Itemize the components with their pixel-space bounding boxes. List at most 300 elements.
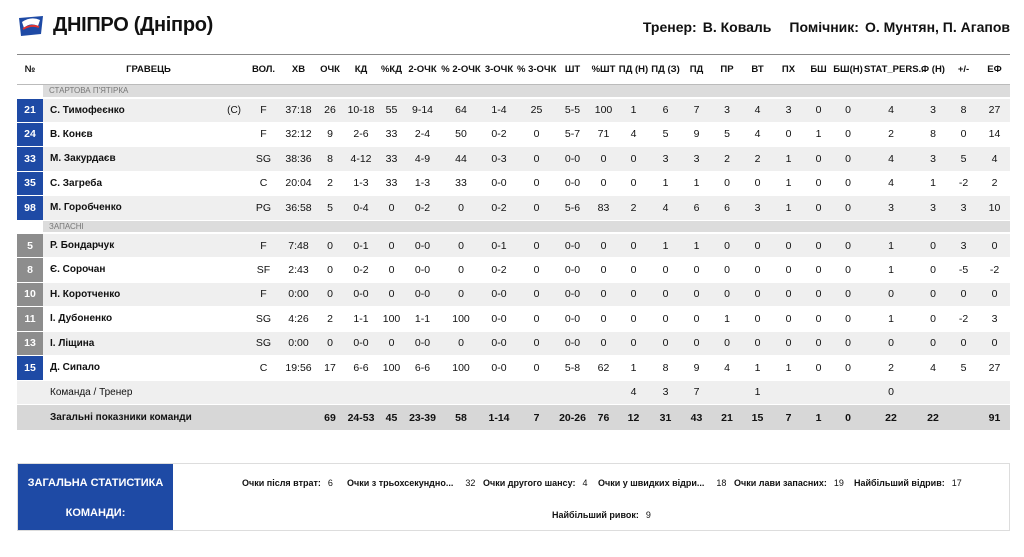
team-logo-icon bbox=[17, 14, 45, 38]
team-title: ДНІПРО (Дніпро) bbox=[53, 14, 214, 36]
stat-cell-ftp: 83 bbox=[589, 196, 618, 221]
total-cell-oreb: 12 bbox=[618, 405, 649, 431]
stat-cell-reb: 9 bbox=[682, 122, 711, 147]
section-divider bbox=[17, 220, 1010, 233]
stat-cell-ftp: 0 bbox=[589, 282, 618, 307]
player-row[interactable] bbox=[17, 307, 1010, 332]
stat-cell-fgp: 33 bbox=[379, 147, 404, 172]
stat-cell-ftp: 0 bbox=[589, 171, 618, 196]
player-name[interactable]: С. Тимофеєнко bbox=[50, 104, 125, 116]
stat-cell-fd: 8 bbox=[918, 122, 948, 147]
stat-cell-p2p: 50 bbox=[441, 122, 481, 147]
stat-cell-blk: 0 bbox=[805, 196, 832, 221]
stat-cell-eff: 0 bbox=[979, 331, 1010, 356]
stat-cell-dreb: 1 bbox=[649, 171, 682, 196]
stat-cell-p2: 0-0 bbox=[404, 258, 441, 283]
column-header[interactable]: % 2-ОЧК bbox=[441, 55, 481, 85]
stat-cell-eff: 0 bbox=[979, 233, 1010, 258]
stat-cell-fd: 0 bbox=[918, 307, 948, 332]
stat-cell-min: 19:56 bbox=[280, 356, 317, 381]
column-header[interactable]: БШ bbox=[805, 55, 832, 85]
stat-cell-p3: 0-2 bbox=[481, 258, 517, 283]
stat-cell-reb: 0 bbox=[682, 307, 711, 332]
column-header[interactable]: %КД bbox=[379, 55, 404, 85]
stat-cell-ast: 0 bbox=[711, 282, 743, 307]
summary-stat-biggest-run: Найбільший ривок: 9 bbox=[552, 510, 651, 520]
stat-cell-fd: 3 bbox=[918, 147, 948, 172]
total-cell-to: 15 bbox=[743, 405, 772, 431]
stat-cell-ft: 0-0 bbox=[556, 233, 589, 258]
summary-stat-second-chance: Очки другого шансу: 4 bbox=[483, 478, 588, 488]
stat-cell-eff bbox=[979, 380, 1010, 405]
stat-cell-pts: 5 bbox=[317, 196, 343, 221]
player-name-link[interactable] bbox=[43, 331, 247, 356]
stat-cell-blka: 0 bbox=[832, 282, 864, 307]
column-header[interactable]: +/- bbox=[948, 55, 979, 85]
stat-cell-ast bbox=[711, 380, 743, 405]
stat-cell-stl: 1 bbox=[772, 171, 805, 196]
stat-cell-p3p: 25 bbox=[517, 98, 556, 123]
player-row[interactable] bbox=[17, 233, 1010, 258]
table-header-row bbox=[17, 55, 1010, 85]
stat-cell-p3: 0-1 bbox=[481, 233, 517, 258]
stat-cell-p2: 1-3 bbox=[404, 171, 441, 196]
boxscore-table bbox=[17, 54, 1010, 431]
stat-cell-dreb: 6 bbox=[649, 98, 682, 123]
stat-cell-stl: 0 bbox=[772, 258, 805, 283]
column-header[interactable]: ПД bbox=[682, 55, 711, 85]
stat-cell-fgp: 0 bbox=[379, 258, 404, 283]
stat-cell-ast: 0 bbox=[711, 331, 743, 356]
stat-cell-dreb: 3 bbox=[649, 380, 682, 405]
stat-cell-ast: 0 bbox=[711, 171, 743, 196]
stat-cell-to: 0 bbox=[743, 307, 772, 332]
stat-cell-stl: 1 bbox=[772, 147, 805, 172]
player-name[interactable]: Є. Сорочан bbox=[50, 264, 106, 276]
stat-cell-ftp: 0 bbox=[589, 147, 618, 172]
stat-cell-stl: 0 bbox=[772, 233, 805, 258]
stat-cell-fgp: 0 bbox=[379, 282, 404, 307]
player-row[interactable] bbox=[17, 196, 1010, 221]
stat-cell-stl: 1 bbox=[772, 356, 805, 381]
stat-cell-oreb: 0 bbox=[618, 258, 649, 283]
stat-cell-to: 0 bbox=[743, 233, 772, 258]
section-label: СТАРТОВА П'ЯТІРКА bbox=[43, 85, 1010, 98]
stat-cell-fg bbox=[343, 380, 379, 405]
total-cell-blk: 1 bbox=[805, 405, 832, 431]
player-name[interactable]: І. Ліщина bbox=[50, 337, 95, 349]
column-header[interactable]: ПХ bbox=[772, 55, 805, 85]
stat-cell-blk: 0 bbox=[805, 282, 832, 307]
stat-cell-oreb: 4 bbox=[618, 380, 649, 405]
stat-cell-dreb: 3 bbox=[649, 147, 682, 172]
stat-cell-p2: 4-9 bbox=[404, 147, 441, 172]
player-name-link[interactable] bbox=[43, 258, 247, 283]
stat-cell-p3p: 0 bbox=[517, 331, 556, 356]
stat-cell-p3: 0-0 bbox=[481, 307, 517, 332]
stat-cell-p2p: 100 bbox=[441, 356, 481, 381]
total-cell-blka: 0 bbox=[832, 405, 864, 431]
stat-cell-min: 2:43 bbox=[280, 258, 317, 283]
column-header[interactable]: ВОЛ. bbox=[247, 55, 280, 85]
stat-cell-fd: 4 bbox=[918, 356, 948, 381]
summary-title-line1: ЗАГАЛЬНА СТАТИСТИКА bbox=[27, 477, 164, 489]
stat-cell-oreb: 0 bbox=[618, 171, 649, 196]
stat-cell-fgp bbox=[379, 380, 404, 405]
stat-cell-eff: 4 bbox=[979, 147, 1010, 172]
stat-cell-dreb: 0 bbox=[649, 282, 682, 307]
stat-cell-pm: 3 bbox=[948, 196, 979, 221]
stat-cell-pos: PG bbox=[247, 196, 280, 221]
stat-cell-stat_pers: 1 bbox=[864, 258, 918, 283]
stat-cell-pm: -2 bbox=[948, 171, 979, 196]
player-number: 98 bbox=[17, 196, 43, 221]
stat-cell-fd: 3 bbox=[918, 196, 948, 221]
stat-cell-blka: 0 bbox=[832, 331, 864, 356]
player-name-link[interactable] bbox=[43, 233, 247, 258]
stat-cell-ftp: 0 bbox=[589, 233, 618, 258]
stat-cell-pos: F bbox=[247, 233, 280, 258]
player-name-link[interactable] bbox=[43, 282, 247, 307]
stat-cell-ast: 0 bbox=[711, 233, 743, 258]
player-name-link[interactable] bbox=[43, 307, 247, 332]
stat-cell-to: 2 bbox=[743, 147, 772, 172]
stat-cell-p2: 9-14 bbox=[404, 98, 441, 123]
stat-cell-reb: 6 bbox=[682, 196, 711, 221]
stat-cell-fgp: 0 bbox=[379, 331, 404, 356]
stat-cell-p3 bbox=[481, 380, 517, 405]
stat-cell-to: 0 bbox=[743, 331, 772, 356]
player-name[interactable]: В. Конєв bbox=[50, 128, 93, 140]
stat-cell-blka: 0 bbox=[832, 233, 864, 258]
column-header[interactable]: ПР bbox=[711, 55, 743, 85]
stat-cell-stl: 1 bbox=[772, 196, 805, 221]
stat-cell-dreb: 5 bbox=[649, 122, 682, 147]
stat-cell-ft: 5-6 bbox=[556, 196, 589, 221]
stat-cell-fd: 0 bbox=[918, 282, 948, 307]
column-header[interactable]: ПД (З) bbox=[649, 55, 682, 85]
total-cell-reb: 43 bbox=[682, 405, 711, 431]
stat-cell-ast: 4 bbox=[711, 356, 743, 381]
stat-cell-pos: F bbox=[247, 98, 280, 123]
stat-cell-ft: 0-0 bbox=[556, 331, 589, 356]
stat-cell-stat_pers: 4 bbox=[864, 147, 918, 172]
column-header[interactable]: ВТ bbox=[743, 55, 772, 85]
stat-cell-ft bbox=[556, 380, 589, 405]
stat-cell-stl: 0 bbox=[772, 282, 805, 307]
stat-cell-pm: 5 bbox=[948, 356, 979, 381]
column-header[interactable]: ГРАВЕЦЬ bbox=[43, 55, 247, 85]
stat-cell-p3: 0-3 bbox=[481, 147, 517, 172]
total-cell-stl: 7 bbox=[772, 405, 805, 431]
stat-cell-fg: 1-3 bbox=[343, 171, 379, 196]
column-header[interactable]: ЕФ bbox=[979, 55, 1010, 85]
player-number: 21 bbox=[17, 98, 43, 123]
stat-cell-ast: 6 bbox=[711, 196, 743, 221]
stat-cell-to: 1 bbox=[743, 380, 772, 405]
stat-cell-p3: 0-0 bbox=[481, 171, 517, 196]
stat-cell-p3p: 0 bbox=[517, 356, 556, 381]
stat-cell-fgp: 100 bbox=[379, 307, 404, 332]
stat-cell-p2p: 0 bbox=[441, 331, 481, 356]
stat-cell-to: 0 bbox=[743, 171, 772, 196]
player-name[interactable]: Р. Бондарчук bbox=[50, 240, 115, 251]
player-number: 8 bbox=[17, 258, 43, 283]
total-cell-ft: 20-26 bbox=[556, 405, 589, 431]
coach-info bbox=[643, 19, 1010, 35]
stat-cell-p2: 0-0 bbox=[404, 282, 441, 307]
total-cell-fg: 24-53 bbox=[343, 405, 379, 431]
player-row[interactable] bbox=[17, 171, 1010, 196]
stat-cell-pos: SG bbox=[247, 331, 280, 356]
coach-label: Тренер: bbox=[642, 19, 697, 35]
stat-cell-pos: SG bbox=[247, 307, 280, 332]
column-header[interactable]: № bbox=[17, 55, 43, 85]
stat-cell-reb: 1 bbox=[682, 171, 711, 196]
stat-cell-ftp: 0 bbox=[589, 307, 618, 332]
player-row[interactable] bbox=[17, 147, 1010, 172]
stat-cell-pts: 9 bbox=[317, 122, 343, 147]
player-name-link[interactable] bbox=[43, 147, 247, 172]
column-header[interactable]: ШТ bbox=[556, 55, 589, 85]
total-cell-pos bbox=[247, 405, 280, 431]
stat-cell-reb: 7 bbox=[682, 98, 711, 123]
stat-cell-p3p bbox=[517, 380, 556, 405]
stat-cell-p2p: 0 bbox=[441, 258, 481, 283]
player-row[interactable] bbox=[17, 122, 1010, 147]
team-totals-label: Загальні показники команди bbox=[43, 405, 247, 431]
assistant-value: О. Мунтян, П. Агапов bbox=[864, 19, 1010, 35]
stat-cell-fgp: 55 bbox=[379, 98, 404, 123]
total-cell-ast: 21 bbox=[711, 405, 743, 431]
stat-cell-ft: 0-0 bbox=[556, 147, 589, 172]
total-cell-p3: 1-14 bbox=[481, 405, 517, 431]
column-header[interactable]: ОЧК bbox=[317, 55, 343, 85]
stat-cell-reb: 0 bbox=[682, 258, 711, 283]
stat-cell-fd: 0 bbox=[918, 258, 948, 283]
column-header[interactable]: Ф (Н) bbox=[918, 55, 948, 85]
stat-cell-pts: 0 bbox=[317, 258, 343, 283]
stat-cell-ft: 0-0 bbox=[556, 171, 589, 196]
stat-cell-blka: 0 bbox=[832, 147, 864, 172]
team-coach-label: Команда / Тренер bbox=[43, 380, 247, 405]
stat-cell-eff: 0 bbox=[979, 282, 1010, 307]
total-cell-pm bbox=[948, 405, 979, 431]
stat-cell-pts: 0 bbox=[317, 282, 343, 307]
player-name-link[interactable] bbox=[43, 98, 247, 123]
stat-cell-min: 38:36 bbox=[280, 147, 317, 172]
stat-cell-fg: 0-4 bbox=[343, 196, 379, 221]
stat-cell-ast: 1 bbox=[711, 307, 743, 332]
stat-cell-blk: 0 bbox=[805, 258, 832, 283]
stat-cell-pos: C bbox=[247, 171, 280, 196]
stat-cell-blk: 0 bbox=[805, 307, 832, 332]
stat-cell-dreb: 0 bbox=[649, 258, 682, 283]
stat-cell-p3p: 0 bbox=[517, 258, 556, 283]
stat-cell-stat_pers: 0 bbox=[864, 331, 918, 356]
stat-cell-blka: 0 bbox=[832, 356, 864, 381]
stat-cell-blk: 0 bbox=[805, 233, 832, 258]
player-row[interactable] bbox=[17, 356, 1010, 381]
stat-cell-fg: 0-1 bbox=[343, 233, 379, 258]
summary-stat-points-in-paint: Очки з трьохсекундно... 32 bbox=[347, 478, 476, 488]
stat-cell-pm: 8 bbox=[948, 98, 979, 123]
stat-cell-p3p: 0 bbox=[517, 147, 556, 172]
column-header[interactable]: % 3-ОЧК bbox=[517, 55, 556, 85]
column-header[interactable]: %ШТ bbox=[589, 55, 618, 85]
player-name[interactable]: С. Загреба bbox=[50, 177, 103, 189]
stat-cell-p2p: 0 bbox=[441, 196, 481, 221]
total-cell-p2p: 58 bbox=[441, 405, 481, 431]
summary-title-line2: КОМАНДИ: bbox=[65, 507, 126, 519]
player-row[interactable] bbox=[17, 258, 1010, 283]
stat-cell-oreb: 1 bbox=[618, 356, 649, 381]
stat-cell-reb: 0 bbox=[682, 331, 711, 356]
stat-cell-stl: 3 bbox=[772, 98, 805, 123]
section-label: ЗАПАСНІ bbox=[43, 220, 1010, 233]
stat-cell-min: 7:48 bbox=[280, 233, 317, 258]
stat-cell-min: 36:58 bbox=[280, 196, 317, 221]
stat-cell-pts: 17 bbox=[317, 356, 343, 381]
stat-cell-to: 4 bbox=[743, 98, 772, 123]
stat-cell-min: 0:00 bbox=[280, 282, 317, 307]
stat-cell-p3: 0-0 bbox=[481, 282, 517, 307]
stat-cell-ftp: 62 bbox=[589, 356, 618, 381]
player-number: 15 bbox=[17, 356, 43, 381]
column-header[interactable]: ХВ bbox=[280, 55, 317, 85]
stat-cell-p3: 0-0 bbox=[481, 331, 517, 356]
stat-cell-p2: 1-1 bbox=[404, 307, 441, 332]
stat-cell-blk bbox=[805, 380, 832, 405]
stat-cell-stat_pers: 1 bbox=[864, 307, 918, 332]
stat-cell-pts: 8 bbox=[317, 147, 343, 172]
player-name[interactable]: М. Горобченко bbox=[50, 202, 122, 214]
stat-cell-fd bbox=[918, 380, 948, 405]
player-name-link[interactable] bbox=[43, 356, 247, 381]
stat-cell-dreb: 8 bbox=[649, 356, 682, 381]
stat-cell-fd: 1 bbox=[918, 171, 948, 196]
stat-cell-fgp: 0 bbox=[379, 196, 404, 221]
player-number: 13 bbox=[17, 331, 43, 356]
player-row[interactable] bbox=[17, 282, 1010, 307]
stat-cell-reb: 1 bbox=[682, 233, 711, 258]
column-header[interactable]: БШ(Н) bbox=[832, 55, 864, 85]
total-cell-fgp: 45 bbox=[379, 405, 404, 431]
total-cell-min bbox=[280, 405, 317, 431]
stat-cell-fg: 10-18 bbox=[343, 98, 379, 123]
total-cell-stat_pers: 22 bbox=[864, 405, 918, 431]
total-cell-eff: 91 bbox=[979, 405, 1010, 431]
stat-cell-reb: 7 bbox=[682, 380, 711, 405]
stat-cell-ast: 5 bbox=[711, 122, 743, 147]
player-name[interactable]: Н. Коротченко bbox=[50, 288, 121, 300]
stat-cell-p3: 0-2 bbox=[481, 196, 517, 221]
summary-title bbox=[18, 464, 173, 530]
player-name-link[interactable] bbox=[43, 196, 247, 221]
stat-cell-oreb: 0 bbox=[618, 307, 649, 332]
player-name-link[interactable] bbox=[43, 122, 247, 147]
stat-cell-blk: 0 bbox=[805, 147, 832, 172]
stat-cell-ast: 0 bbox=[711, 258, 743, 283]
stat-cell-blka: 0 bbox=[832, 98, 864, 123]
total-cell-ftp: 76 bbox=[589, 405, 618, 431]
stat-cell-p2: 2-4 bbox=[404, 122, 441, 147]
summary-stat-points-off-turnovers: Очки після втрат: 6 bbox=[242, 478, 333, 488]
stat-cell-ftp: 0 bbox=[589, 331, 618, 356]
stat-cell-fd: 0 bbox=[918, 233, 948, 258]
stat-cell-pm bbox=[948, 380, 979, 405]
stat-cell-p3p: 0 bbox=[517, 196, 556, 221]
column-header[interactable]: КД bbox=[343, 55, 379, 85]
total-cell-pts: 69 bbox=[317, 405, 343, 431]
stat-cell-eff: -2 bbox=[979, 258, 1010, 283]
player-name[interactable]: М. Закурдаєв bbox=[50, 153, 116, 165]
column-header[interactable]: STAT_PERS... bbox=[864, 55, 918, 85]
player-name-link[interactable] bbox=[43, 171, 247, 196]
stat-cell-p3p: 0 bbox=[517, 171, 556, 196]
stat-cell-to: 0 bbox=[743, 282, 772, 307]
stat-cell-fd: 0 bbox=[918, 331, 948, 356]
stat-cell-pos bbox=[247, 380, 280, 405]
total-cell-dreb: 31 bbox=[649, 405, 682, 431]
stat-cell-p3: 0-0 bbox=[481, 356, 517, 381]
team-coach-row bbox=[17, 380, 1010, 405]
stat-cell-ftp: 0 bbox=[589, 258, 618, 283]
player-name[interactable]: І. Дубоненко bbox=[50, 313, 113, 325]
stat-cell-to: 4 bbox=[743, 122, 772, 147]
stat-cell-pts: 0 bbox=[317, 331, 343, 356]
player-number: 11 bbox=[17, 307, 43, 332]
player-name[interactable]: Д. Сипало bbox=[50, 362, 100, 374]
summary-stat-biggest-lead: Найбільший відрив: 17 bbox=[854, 478, 962, 488]
stat-cell-blk: 1 bbox=[805, 122, 832, 147]
stat-cell-stat_pers: 2 bbox=[864, 356, 918, 381]
stat-cell-blka: 0 bbox=[832, 122, 864, 147]
total-cell-p3p: 7 bbox=[517, 405, 556, 431]
stat-cell-fd: 3 bbox=[918, 98, 948, 123]
player-row[interactable] bbox=[17, 331, 1010, 356]
player-row[interactable] bbox=[17, 98, 1010, 123]
stat-cell-dreb: 4 bbox=[649, 196, 682, 221]
stat-cell-reb: 3 bbox=[682, 147, 711, 172]
stat-cell-pm: 0 bbox=[948, 331, 979, 356]
stat-cell-p2: 0-0 bbox=[404, 233, 441, 258]
stat-cell-reb: 0 bbox=[682, 282, 711, 307]
stat-cell-oreb: 0 bbox=[618, 233, 649, 258]
stat-cell-p2p: 33 bbox=[441, 171, 481, 196]
stat-cell-p3: 0-2 bbox=[481, 122, 517, 147]
total-cell-fd: 22 bbox=[918, 405, 948, 431]
column-header[interactable]: 2-ОЧК bbox=[404, 55, 441, 85]
stat-cell-ft: 0-0 bbox=[556, 282, 589, 307]
stat-cell-min: 32:12 bbox=[280, 122, 317, 147]
stat-cell-ft: 0-0 bbox=[556, 258, 589, 283]
stat-cell-p3p: 0 bbox=[517, 233, 556, 258]
stat-cell-to: 3 bbox=[743, 196, 772, 221]
stat-cell-stat_pers: 0 bbox=[864, 380, 918, 405]
stat-cell-eff: 2 bbox=[979, 171, 1010, 196]
stat-cell-stat_pers: 4 bbox=[864, 98, 918, 123]
stat-cell-min: 37:18 bbox=[280, 98, 317, 123]
column-header[interactable]: ПД (Н) bbox=[618, 55, 649, 85]
stat-cell-fg: 0-0 bbox=[343, 331, 379, 356]
stat-cell-oreb: 1 bbox=[618, 98, 649, 123]
stat-cell-oreb: 4 bbox=[618, 122, 649, 147]
stat-cell-dreb: 1 bbox=[649, 233, 682, 258]
stat-cell-p2p: 64 bbox=[441, 98, 481, 123]
column-header[interactable]: 3-ОЧК bbox=[481, 55, 517, 85]
stat-cell-eff: 14 bbox=[979, 122, 1010, 147]
